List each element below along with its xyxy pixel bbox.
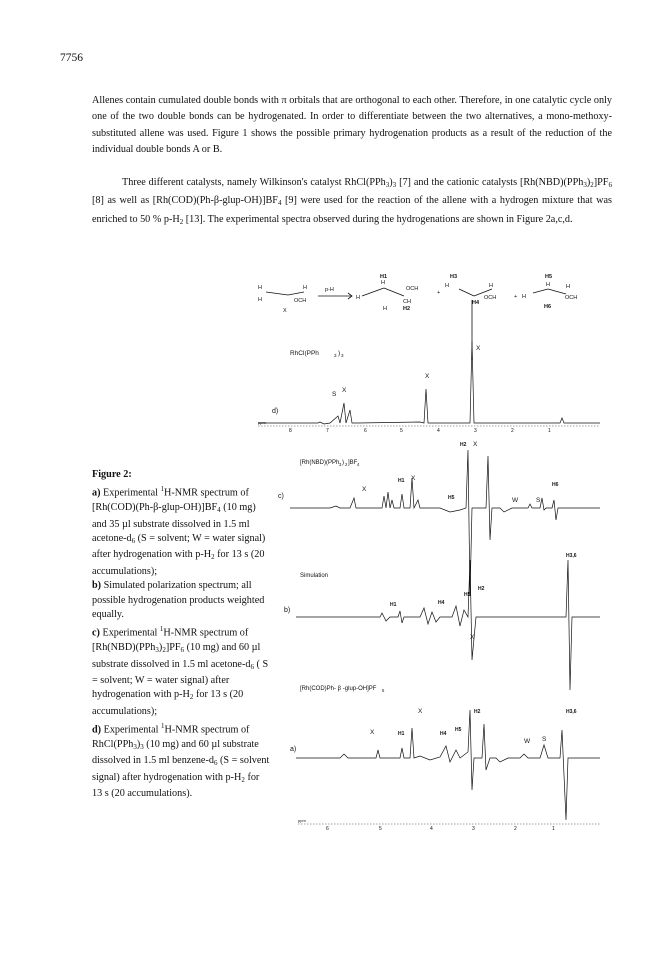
signal-x: X bbox=[476, 345, 481, 352]
subscript: 6 bbox=[131, 537, 136, 546]
caption-text: ) bbox=[158, 642, 163, 654]
signal-x: X bbox=[470, 634, 475, 641]
caption-text: Experimental bbox=[99, 627, 160, 639]
caption-text: Experimental bbox=[101, 724, 162, 736]
subscript: 3 bbox=[133, 743, 137, 752]
caption-text: ) bbox=[136, 739, 141, 751]
scheme-och3: OCH bbox=[565, 295, 578, 301]
trace-b bbox=[296, 560, 600, 690]
trace-a bbox=[296, 710, 600, 820]
bond bbox=[548, 289, 566, 294]
scheme-atom: H bbox=[546, 282, 550, 288]
signal-x: X bbox=[342, 387, 347, 394]
caption-text: Simulated polarization spectrum; all possible hydrogenation products weighted equally. bbox=[92, 580, 265, 621]
signal-x: X bbox=[411, 475, 416, 482]
subscript: 3 bbox=[155, 646, 159, 655]
ppm-label: ppm bbox=[258, 420, 266, 425]
label-h1: H1 bbox=[398, 478, 405, 484]
caption-title: Figure 2: bbox=[92, 469, 132, 480]
tick-label: 5 bbox=[379, 826, 382, 832]
scheme-atom: H bbox=[566, 284, 570, 290]
trace-label-d: d) bbox=[272, 408, 279, 415]
label-h1: H1 bbox=[390, 602, 397, 608]
signal-x: X bbox=[418, 708, 423, 715]
para2-text: Three different catalysts, namely Wilkinson's catalyst RhCl(PPh bbox=[122, 177, 386, 188]
subscript: 6 bbox=[213, 759, 218, 768]
subscript: 6 bbox=[180, 646, 185, 655]
scheme-h3c: H bbox=[445, 283, 449, 289]
caption-text: (S = solvent; W = water signal) after hydrogenation with p-H bbox=[92, 533, 266, 561]
catalyst-c-label: ]BF bbox=[348, 460, 358, 466]
tick-label: 5 bbox=[400, 428, 403, 434]
signal-s: S bbox=[542, 736, 547, 743]
para2-text: [8] as well as [Rh(COD)(Ph-β-glup-OH)]BF bbox=[92, 195, 278, 207]
tick-label: 1 bbox=[548, 428, 551, 434]
tick-label: 1 bbox=[552, 826, 555, 832]
superscript: 1 bbox=[159, 625, 164, 634]
subscript: 3 bbox=[385, 181, 390, 189]
para2-text: ) bbox=[389, 177, 393, 188]
scheme-atom: H bbox=[381, 280, 385, 286]
bond bbox=[362, 288, 384, 296]
spectrum-b bbox=[284, 553, 600, 690]
scheme-plus: + bbox=[437, 290, 441, 296]
subscript: 3 bbox=[339, 462, 342, 467]
paragraph-intro-text: Allenes contain cumulated double bonds with π orbitals that are orthogonal to each other. Therefore, in one catalytic cycle only one of the two double bonds can be hydrogenated. In order to differentiate between the two alternatives, a mono-methoxy-substituted allene was used. Figure 1 shows the possible primary hydrogenation products as a result of the reduction of the individual double bonds A or B. bbox=[92, 95, 612, 156]
label-h5: H5 bbox=[464, 592, 471, 598]
catalyst-c-label: ) bbox=[342, 460, 344, 466]
para2-text: ]PF bbox=[593, 177, 609, 188]
caption-label-a: a) bbox=[92, 487, 101, 499]
subscript: 2 bbox=[345, 462, 348, 467]
signal-s: S bbox=[332, 391, 337, 398]
label-h1: H1 bbox=[398, 731, 405, 737]
tick-label: 4 bbox=[430, 826, 433, 832]
subscript: 2 bbox=[241, 775, 245, 784]
caption-text: (10 mg) and 60 µl substrate dissolved in 1.5 ml acetone-d bbox=[92, 642, 261, 670]
scheme-x: X bbox=[283, 308, 287, 314]
label-h6: H6 bbox=[544, 304, 552, 310]
subscript: 6 bbox=[250, 662, 254, 671]
label-h2: H2 bbox=[474, 709, 481, 715]
superscript: 1 bbox=[161, 722, 165, 731]
subscript: 2 bbox=[162, 646, 166, 655]
subscript: 3 bbox=[140, 743, 144, 752]
caption-label-c: c) bbox=[92, 627, 100, 639]
simulation-label: Simulation bbox=[300, 573, 329, 579]
trace-label-b: b) bbox=[284, 607, 291, 614]
subscript: 4 bbox=[277, 199, 282, 208]
tick-label: 6 bbox=[364, 428, 367, 434]
caption-text: for 13 s (20 accumulations); bbox=[92, 689, 244, 717]
subscript: 4 bbox=[357, 462, 360, 467]
subscript: 2 bbox=[211, 553, 215, 562]
label-h5: H5 bbox=[448, 495, 455, 501]
signal-w: W bbox=[524, 738, 531, 745]
tick-label: 2 bbox=[514, 826, 517, 832]
label-h5: H5 bbox=[545, 274, 553, 280]
ppm-label: ppm bbox=[298, 818, 306, 823]
caption-text: for 13 s (20 accumulations); bbox=[92, 549, 265, 577]
bond bbox=[384, 288, 404, 296]
scheme-atom: H bbox=[383, 306, 387, 312]
subscript: 2 bbox=[189, 693, 194, 702]
subscript: 6 bbox=[608, 181, 612, 189]
tick-label: 2 bbox=[511, 428, 514, 434]
tick-label: 3 bbox=[472, 826, 475, 832]
catalyst-c-label: [Rh(NBD)(PPh bbox=[300, 460, 340, 466]
subscript: 2 bbox=[590, 181, 594, 189]
trace-c bbox=[290, 450, 600, 596]
scheme-och3: OCH bbox=[294, 298, 307, 304]
spectrum-d bbox=[258, 341, 600, 434]
caption-text: (10 mg) and 35 µl substrate dissolved in 1.5 ml acetone-d bbox=[92, 502, 256, 545]
signal-x: X bbox=[370, 729, 375, 736]
reaction-scheme bbox=[258, 274, 577, 360]
trace-label-c: c) bbox=[278, 493, 284, 500]
scheme-atom: H bbox=[258, 297, 262, 303]
catalyst-d-label: ) bbox=[338, 350, 341, 357]
subscript: 4 bbox=[217, 506, 221, 515]
bond bbox=[288, 292, 304, 295]
tick-label: 3 bbox=[474, 428, 477, 434]
tick-label: 4 bbox=[437, 428, 440, 434]
signal-x: X bbox=[362, 486, 367, 493]
bond bbox=[459, 289, 474, 296]
label-h2: H2 bbox=[460, 442, 467, 448]
para2-text: [9] were used for the reaction of the allene with a hydrogen mixture that was enriched to 50 % p-H bbox=[92, 195, 612, 225]
caption-text: (10 mg) and 60 µl substrate dissolved in 1.5 ml benzene-d bbox=[92, 739, 259, 767]
scheme-ch2: CH bbox=[403, 299, 411, 305]
caption-text: H-NMR spectrum of [Rh(COD)(Ph-β-glup-OH)]BF bbox=[92, 487, 249, 514]
label-h36: H3,6 bbox=[566, 553, 577, 559]
caption-text: (S = solvent signal) after hydrogenation with p-H bbox=[92, 755, 270, 783]
catalyst-d-label: RhCl(PPh bbox=[290, 350, 319, 357]
label-h3: H3 bbox=[450, 274, 458, 280]
signal-w: W bbox=[512, 497, 519, 504]
caption-label-b: b) bbox=[92, 580, 102, 592]
label-h4: H4 bbox=[472, 300, 480, 306]
scheme-och3: OCH bbox=[484, 295, 497, 301]
catalyst-a-label: [Rh(COD)Ph- β -glup-OH]PF bbox=[300, 686, 377, 692]
scheme-atom: H bbox=[258, 285, 262, 291]
superscript: 1 bbox=[160, 485, 164, 494]
tick-label: 7 bbox=[326, 428, 329, 434]
signal-s: S bbox=[536, 497, 541, 504]
tick-label: 6 bbox=[326, 826, 329, 832]
caption-text: H-NMR spectrum of [Rh(NBD)(PPh bbox=[92, 627, 249, 654]
scheme-plus: + bbox=[514, 294, 518, 300]
label-h2: H2 bbox=[403, 306, 411, 312]
scheme-ph2: p-H bbox=[325, 287, 334, 293]
label-h5: H5 bbox=[455, 727, 462, 733]
subscript: 2 bbox=[179, 217, 184, 226]
scheme-h3c: H bbox=[522, 294, 526, 300]
signal-x: X bbox=[425, 373, 430, 380]
label-h4: H4 bbox=[438, 600, 445, 606]
bond bbox=[266, 292, 288, 295]
label-h2: H2 bbox=[478, 586, 485, 592]
caption-text: ]PF bbox=[165, 642, 181, 654]
caption-text: H-NMR spectrum of RhCl(PPh bbox=[92, 724, 250, 751]
subscript: 6 bbox=[382, 688, 385, 693]
page-number: 7756 bbox=[60, 52, 83, 64]
para2-text: [7] and the cationic catalysts [Rh(NBD)(PPh bbox=[396, 177, 584, 188]
subscript: 3 bbox=[341, 353, 344, 358]
caption-label-d: d) bbox=[92, 724, 102, 736]
caption-text: Experimental bbox=[100, 487, 161, 499]
label-h6: H6 bbox=[552, 482, 559, 488]
label-h36: H3,6 bbox=[566, 709, 577, 715]
label-h4: H4 bbox=[440, 731, 447, 737]
caption-text: ( S = solvent; W = water signal) after hydrogenation with p-H bbox=[92, 658, 269, 701]
scheme-atom: H bbox=[356, 295, 360, 301]
caption-text: for 13 s (20 accumulations). bbox=[92, 771, 260, 800]
signal-x: X bbox=[473, 441, 478, 448]
spectrum-a bbox=[290, 634, 600, 832]
scheme-och3: OCH bbox=[406, 286, 419, 292]
subscript: 3 bbox=[583, 181, 587, 189]
tick-label: 8 bbox=[289, 428, 292, 434]
bond bbox=[533, 289, 548, 293]
subscript: 3 bbox=[334, 353, 337, 358]
para2-text: [13]. The experimental spectra observed during the hydrogenations are shown in Figure 2a,c,d. bbox=[183, 213, 573, 225]
trace-label-a: a) bbox=[290, 746, 297, 753]
scheme-atom: H bbox=[303, 285, 307, 291]
scheme-atom: H bbox=[489, 283, 493, 289]
subscript: 3 bbox=[392, 181, 397, 189]
label-h1: H1 bbox=[380, 274, 388, 280]
para2-text: ) bbox=[586, 177, 591, 188]
